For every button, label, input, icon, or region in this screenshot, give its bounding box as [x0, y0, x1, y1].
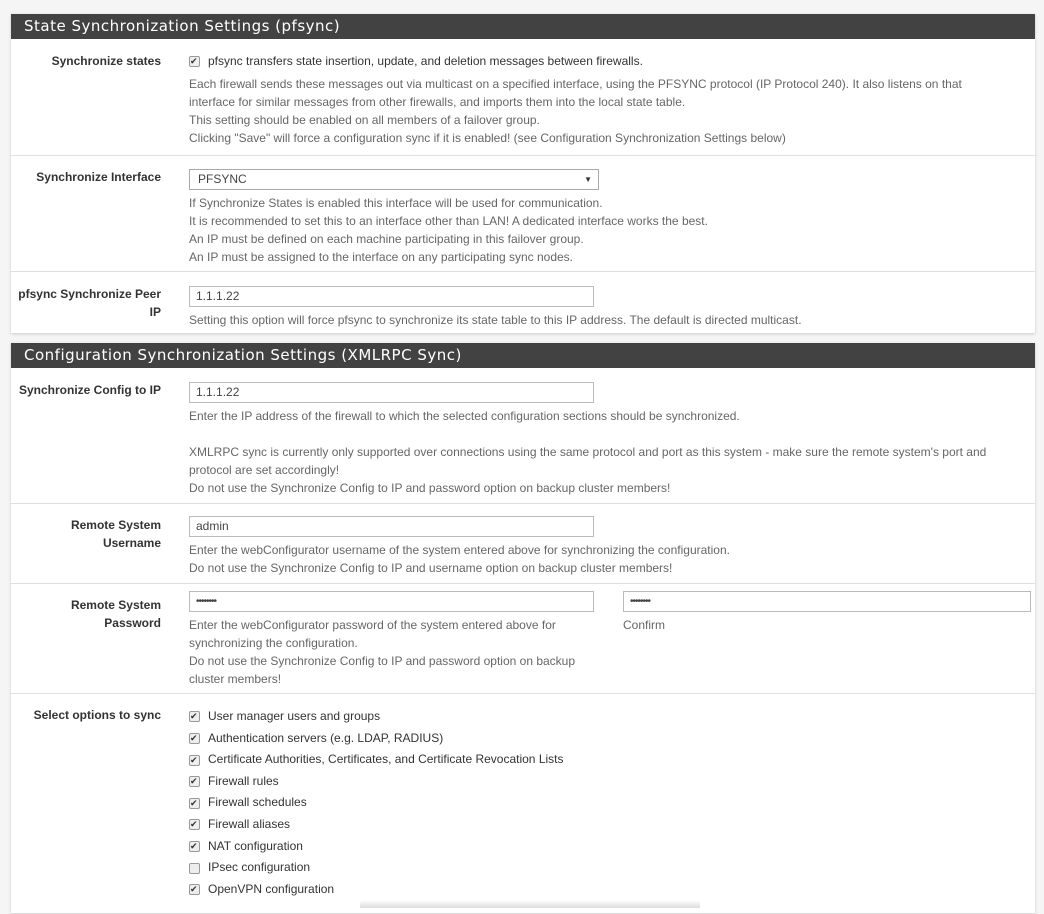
peer-ip-label — [11, 285, 161, 321]
sync-states-checkbox[interactable] — [189, 56, 200, 67]
sync-interface-row — [11, 155, 1035, 272]
help-line: Enter the webConfigurator username of the system entered above for synchronizing the configuration. — [189, 543, 730, 557]
help-line: cluster members! — [189, 672, 282, 686]
pfsync-panel-heading: State Synchronization Settings (pfsync) — [11, 14, 1035, 39]
sync-option-label: NAT configuration — [208, 838, 303, 853]
config-ip-input[interactable]: 1.1.1.22 — [189, 382, 594, 403]
password-help — [189, 616, 575, 688]
pfsync-panel — [11, 14, 1035, 333]
sync-option-label: IPsec configuration — [208, 860, 311, 875]
sync-option-checkbox[interactable] — [189, 863, 200, 874]
sync-option-label: Firewall aliases — [208, 817, 291, 831]
sync-options-row — [11, 693, 1035, 914]
sync-option-checkbox[interactable] — [189, 884, 200, 895]
password-row — [11, 583, 1035, 694]
help-line: interface for similar messages from other firewalls, and imports them into the local state table. — [189, 95, 686, 109]
help-line: It is recommended to set this to an interface other than LAN! A dedicated interface works the best. — [189, 214, 708, 228]
help-line: Do not use the Synchronize Config to IP and username option on backup cluster members! — [189, 561, 673, 575]
dropdown-arrow-icon: ▼ — [584, 175, 592, 184]
sync-option-item[interactable] — [189, 750, 564, 768]
peer-ip-help: Setting this option will force pfsync to synchronize its state table to this IP address. The default is directed multicast. — [189, 313, 802, 327]
sync-option-item[interactable] — [189, 858, 310, 876]
help-line: Clicking "Save" will force a configuration sync if it is enabled! (see Configuration Synchronization Settings below) — [189, 131, 786, 145]
peer-ip-label-line2: IP — [149, 305, 161, 319]
help-line: Enter the webConfigurator password of the system entered above for — [189, 618, 556, 632]
username-help — [189, 541, 730, 577]
peer-ip-row — [11, 271, 1035, 334]
sync-option-label: OpenVPN configuration — [208, 881, 335, 896]
config-ip-help — [189, 407, 986, 497]
help-line — [189, 425, 986, 443]
sync-option-checkbox[interactable] — [189, 819, 200, 830]
sync-option-checkbox[interactable] — [189, 711, 200, 722]
username-label-line2: Username — [102, 536, 161, 550]
peer-ip-input[interactable]: 1.1.1.22 — [189, 286, 594, 307]
username-label — [11, 516, 161, 552]
sync-interface-label: Synchronize Interface — [36, 170, 161, 184]
help-line: protocol are set accordingly! — [189, 463, 340, 477]
sync-states-checkbox-row[interactable] — [189, 52, 643, 70]
sync-option-item[interactable] — [189, 837, 303, 855]
xmlrpc-panel-heading: Configuration Synchronization Settings (XMLRPC Sync) — [11, 343, 1035, 368]
floating-footer-edge — [360, 900, 700, 908]
password-input[interactable]: •••••••• — [189, 591, 594, 612]
sync-option-checkbox[interactable] — [189, 841, 200, 852]
sync-interface-selected-value: PFSYNC — [198, 172, 247, 186]
help-line: Do not use the Synchronize Config to IP and password option on backup cluster members! — [189, 481, 671, 495]
sync-option-checkbox[interactable] — [189, 755, 200, 766]
password-confirm-input[interactable]: •••••••• — [623, 591, 1031, 612]
help-line: An IP must be assigned to the interface on any participating sync nodes. — [189, 250, 574, 264]
sync-option-item[interactable] — [189, 772, 279, 790]
help-line: Enter the IP address of the firewall to which the selected configuration sections should be synchronized. — [189, 409, 740, 423]
help-line: synchronizing the configuration. — [189, 636, 358, 650]
sync-option-item[interactable] — [189, 793, 307, 811]
username-row — [11, 503, 1035, 584]
help-line: XMLRPC sync is currently only supported over connections using the same protocol and port as this system - make sure the remote system's port and — [189, 445, 987, 459]
sync-option-label: Certificate Authorities, Certificates, and Certificate Revocation Lists — [208, 752, 564, 767]
sync-states-checkbox-text: pfsync transfers state insertion, update, and deletion messages between firewalls. — [208, 54, 643, 68]
password-label — [11, 596, 161, 632]
help-line: An IP must be defined on each machine participating in this failover group. — [189, 232, 584, 246]
xmlrpc-panel — [11, 343, 1035, 913]
help-line: This setting should be enabled on all members of a failover group. — [189, 113, 540, 127]
sync-states-help — [189, 75, 962, 147]
sync-option-item[interactable] — [189, 707, 380, 725]
sync-option-checkbox[interactable] — [189, 733, 200, 744]
sync-interface-help — [189, 194, 708, 266]
sync-states-label: Synchronize states — [51, 54, 161, 68]
password-label-line1: Remote System — [70, 598, 161, 612]
help-line: Each firewall sends these messages out via multicast on a specified interface, using the PFSYNC protocol (IP Protocol 240). It also listens on that — [189, 77, 962, 91]
peer-ip-label-line1: pfsync Synchronize Peer — [18, 287, 161, 301]
password-confirm-label: Confirm — [623, 618, 666, 632]
config-ip-row — [11, 368, 1035, 503]
sync-option-label: Firewall schedules — [208, 795, 307, 810]
username-label-line1: Remote System — [70, 518, 161, 532]
password-label-line2: Password — [104, 616, 161, 630]
help-line: Do not use the Synchronize Config to IP and password option on backup — [189, 654, 576, 668]
sync-option-label: Firewall rules — [208, 773, 279, 788]
sync-option-item[interactable] — [189, 729, 443, 747]
username-input[interactable]: admin — [189, 516, 594, 537]
help-line: If Synchronize States is enabled this interface will be used for communication. — [189, 196, 603, 210]
config-ip-label: Synchronize Config to IP — [18, 383, 161, 397]
sync-option-label: User manager users and groups — [208, 709, 381, 723]
sync-option-checkbox[interactable] — [189, 798, 200, 809]
sync-option-item[interactable] — [189, 880, 334, 898]
sync-option-item[interactable] — [189, 815, 290, 833]
sync-options-label: Select options to sync — [33, 708, 161, 722]
sync-option-label: Authentication servers (e.g. LDAP, RADIUS) — [208, 730, 444, 745]
sync-option-checkbox[interactable] — [189, 776, 200, 787]
sync-interface-select[interactable] — [189, 169, 599, 190]
sync-states-row — [11, 39, 1035, 155]
